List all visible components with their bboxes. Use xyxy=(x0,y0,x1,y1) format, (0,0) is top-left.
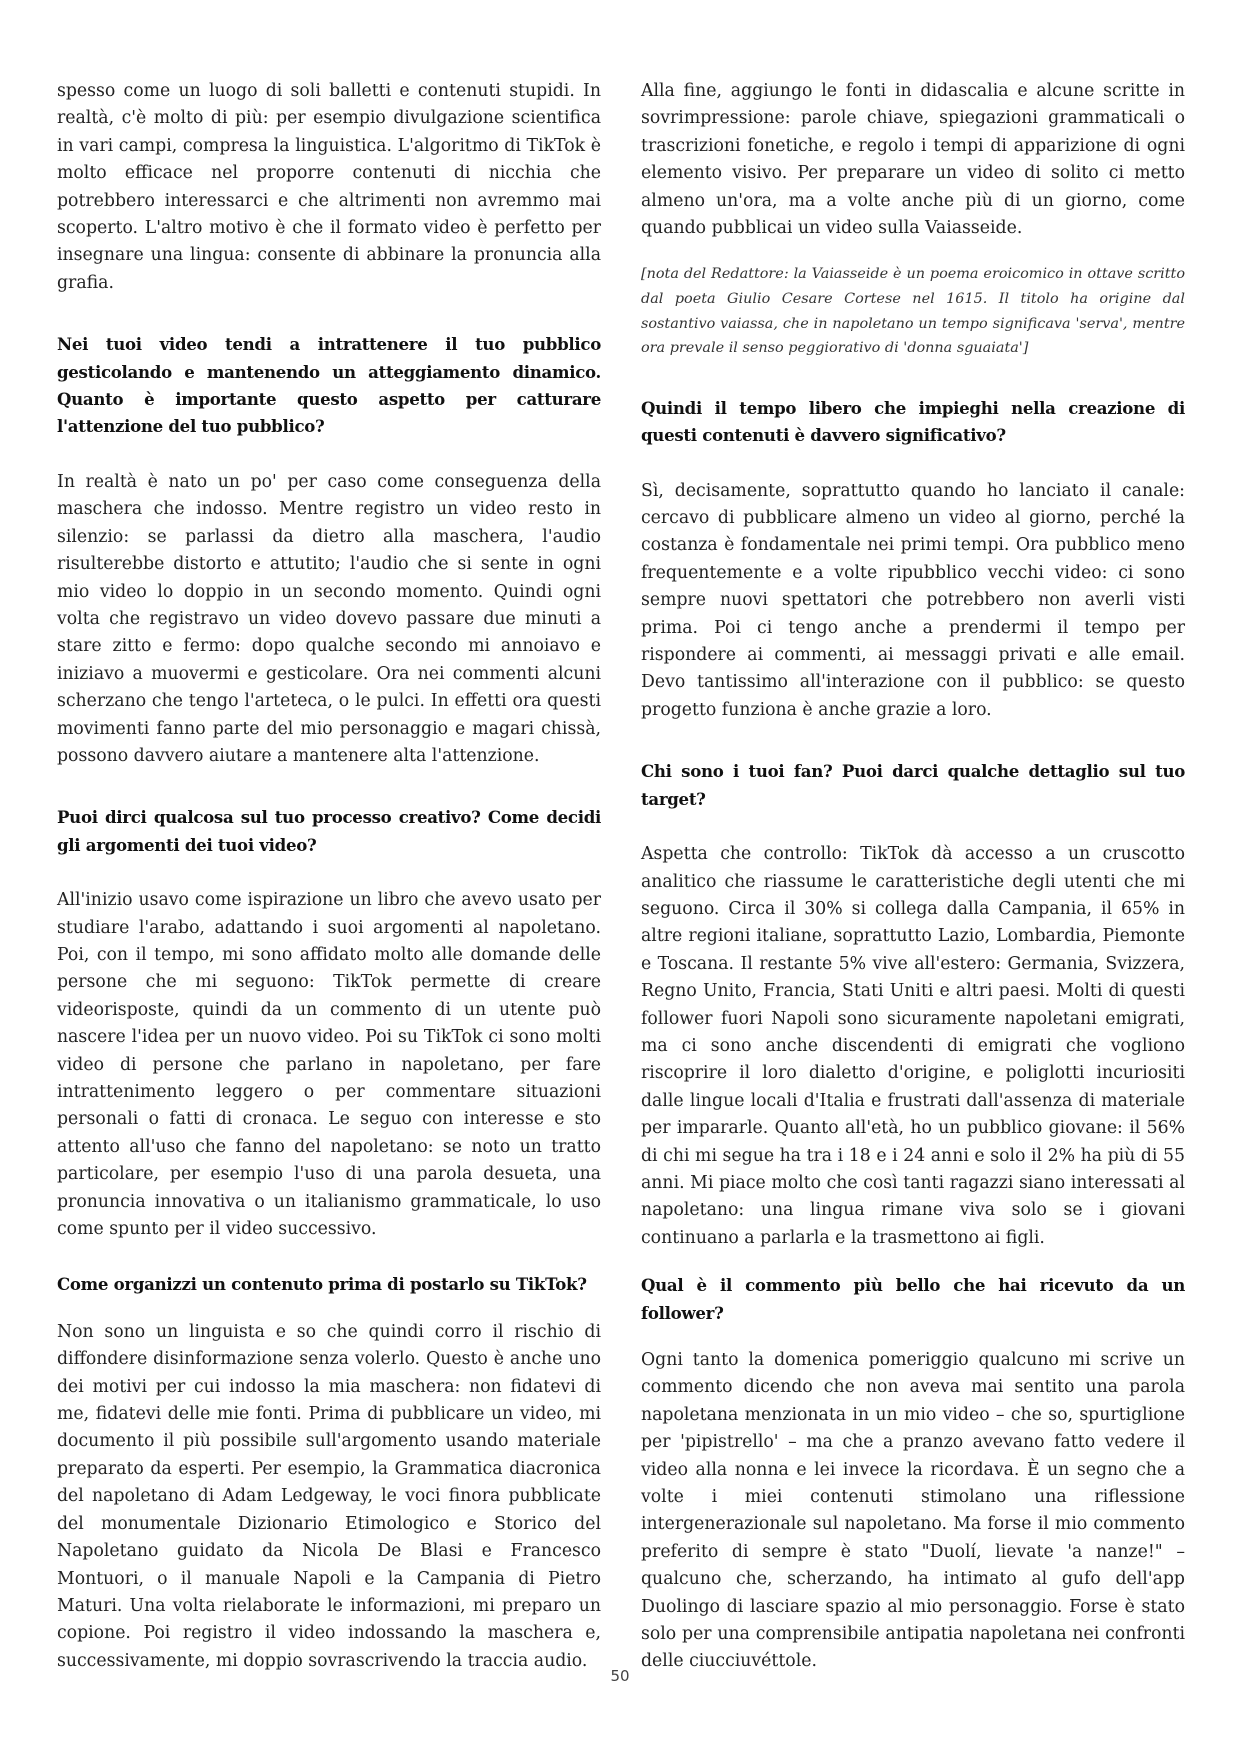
interview-question: Nei tuoi video tendi a intrattenere il tuo pubblico gesticolando e mantenendo un atteggiamento dinamico. Quanto è importante questo aspetto per catturare l'attenzione del tuo pubblico? xyxy=(57,334,601,437)
interview-answer: Non sono un linguista e so che quindi corro il rischio di diffondere disinformazione senza volerlo. Questo è anche uno dei motivi per cui indosso la mia maschera: non fidatevi di me, fidatevi delle mie fonti. Prima di pubblicare un video, mi documento il più possibile sull'argomento usando materiale preparato da esperti. Per esempio, la Grammatica diacronica del napoletano di Adam Ledgeway, le voci finora pubblicate del monumentale Dizionario Etimologico e Storico del Napoletano guidato da Nicola De Blasi e Francesco Montuori, o il manuale Napoli e la Campania di Pietro Maturi. Una volta rielaborate le informazioni, mi preparo un copione. Poi registro il video indossando la maschera e, successivamente, mi doppio sovrascrivendo la traccia audio. xyxy=(57,1321,601,1671)
interview-question: Puoi dirci qualcosa sul tuo processo creativo? Come decidi gli argomenti dei tuoi video? xyxy=(57,807,601,855)
interview-answer: Ogni tanto la domenica pomeriggio qualcuno mi scrive un commento dicendo che non aveva mai sentito una parola napoletana menzionata in un mio video – che so, spurtiglione per 'pipistrello' – ma che a pranzo avevano fatto vedere il video alla nonna e lei invece la ricordava. È un segno che a volte i miei contenuti stimolano una riflessione intergenerazionale sul napoletano. Ma forse il mio commento preferito di sempre è stato "Duolí, lievate 'a nanze!" – qualcuno che, scherzando, ha intimato al gufo dell'app Duolingo di lasciare spazio al mio personaggio. Forse è stato solo per una comprensibile antipatia napoletana nei confronti delle ciucciuvéttole. xyxy=(641,1350,1185,1672)
interview-answer: All'inizio usavo come ispirazione un libro che avevo usato per studiare l'arabo, adattando i suoi argomenti al napoletano. Poi, con il tempo, mi sono affidato molto alle domande delle persone che mi seguono: TikTok permette di creare videorisposte, quindi da un commento di un utente può nascere l'idea per un nuovo video. Poi su TikTok ci sono molti video di persone che parlano in napoletano, per fare intrattenimento leggero o per commentare situazioni personali o fatti di cronaca. Le seguo con interesse e sto attento all'uso che fanno del napoletano: se noto un tratto particolare, per esempio l'uso di una parola desueta, una pronuncia innovativa o un italianismo grammaticale, lo uso come spunto per il video successivo. xyxy=(57,890,601,1240)
page-number: 50 xyxy=(610,1667,630,1685)
interview-question: Quindi il tempo libero che impieghi nella creazione di questi contenuti è davvero significativo? xyxy=(641,397,1185,446)
interview-question: Come organizzi un contenuto prima di postarlo su TikTok? xyxy=(57,1274,587,1295)
right-column xyxy=(641,78,1185,1676)
interview-answer: Sì, decisamente, soprattutto quando ho lanciato il canale: cercavo di pubblicare almeno un video al giorno, perché la costanza è fondamentale nei primi tempi. Ora pubblico meno frequentemente e a volte ripubblico vecchi video: ci sono sempre nuovi spettatori che potrebbero non averli visti prima. Poi ci tengo anche a prendermi il tempo per rispondere ai commenti, ai messaggi privati e alle email. Devo tantissimo all'interazione con il pubblico: se questo progetto funziona è anche grazie a loro. xyxy=(641,480,1185,720)
paragraph: Alla fine, aggiungo le fonti in didascalia e alcune scritte in sovrimpressione: parole chiave, spiegazioni grammaticali o trascrizioni fonetiche, e regolo i tempi di apparizione di ogni elemento visivo. Per preparare un video di solito ci metto almeno un'ora, ma a volte anche più di un giorno, come quando pubblicai un video sulla Vaiasseide. xyxy=(641,81,1185,239)
editor-note: [nota del Redattore: la Vaiasseide è un poema eroicomico in ottave scritto dal poeta Giulio Cesare Cortese nel 1615. Il titolo ha origine dal sostantivo vaiassa, che in napoletano un tempo significava 'serva', mentre ora prevale il senso peggiorativo di 'donna sguaiata'] xyxy=(641,266,1185,357)
left-column xyxy=(57,78,601,1675)
interview-answer: In realtà è nato un po' per caso come conseguenza della maschera che indosso. Mentre registro un video resto in silenzio: se parlassi da dietro alla maschera, l'audio risulterebbe distorto e attutito; l'audio che si sente in ogni mio video lo doppio in un secondo momento. Quindi ogni volta che registravo un video dovevo passare due minuti a stare zitto e fermo: dopo qualche secondo mi annoiavo e iniziavo a muovermi e gesticolare. Ora nei commenti alcuni scherzano che tengo l'arteteca, o le pulci. In effetti ora questi movimenti fanno parte del mio personaggio e magari chissà, possono davvero aiutare a mantenere alta l'attenzione. xyxy=(57,471,601,766)
paragraph: spesso come un luogo di soli balletti e contenuti stupidi. In realtà, c'è molto di più: per esempio divulgazione scientifica in vari campi, compresa la linguistica. L'algoritmo di TikTok è molto efficace nel proporre contenuti di nicchia che potrebbero interessarci e che altrimenti non avremmo mai scoperto. L'altro motivo è che il formato video è perfetto per insegnare una lingua: consente di abbinare la pronuncia alla grafia. xyxy=(57,81,601,293)
interview-question: Chi sono i tuoi fan? Puoi darci qualche dettaglio sul tuo target? xyxy=(641,761,1185,809)
interview-question: Qual è il commento più bello che hai ricevuto da un follower? xyxy=(641,1275,1185,1323)
interview-answer: Aspetta che controllo: TikTok dà accesso a un cruscotto analitico che riassume le caratteristiche degli utenti che mi seguono. Circa il 30% si collega dalla Campania, il 65% in altre regioni italiane, soprattutto Lazio, Lombardia, Piemonte e Toscana. Il restante 5% vive all'estero: Germania, Svizzera, Regno Unito, Francia, Stati Uniti e altri paesi. Molti di questi follower fuori Napoli sono sicuramente napoletani emigrati, ma ci sono anche discendenti di emigrati che vogliono riscoprire il loro dialetto d'origine, e poliglotti incuriositi dalle lingue locali d'Italia e frustrati dall'assenza di materiale per impararle. Quanto all'età, ho un pubblico giovane: il 56% di chi mi segue ha tra i 18 e i 24 anni e solo il 2% ha più di 55 anni. Mi piace molto che così tanti ragazzi siano interessati al napoletano: una lingua rimane viva solo se i giovani continuano a parlarla e la trasmettono ai figli. xyxy=(641,844,1185,1248)
